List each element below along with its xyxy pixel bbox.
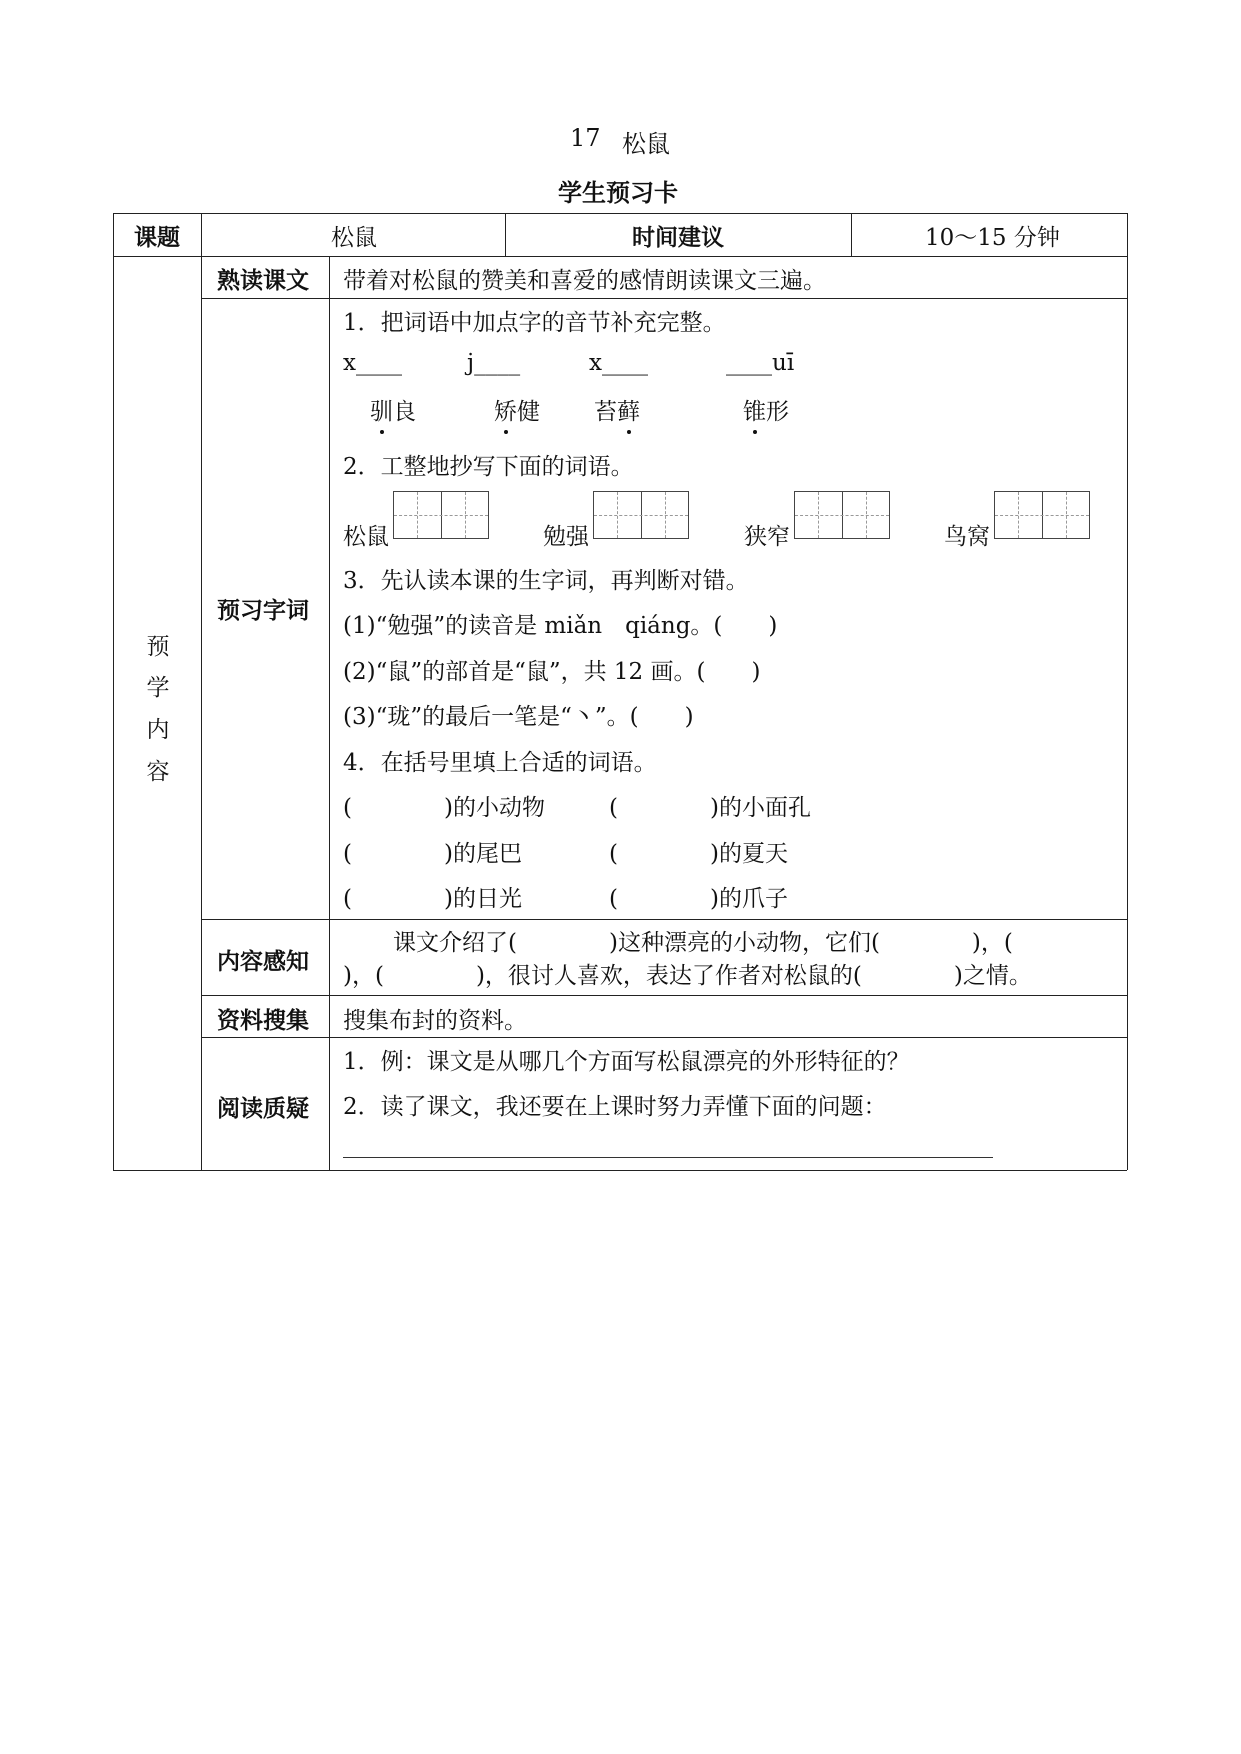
section-label-char: 预 bbox=[146, 634, 170, 660]
dotted-word: 驯良 bbox=[370, 393, 416, 426]
writing-grid[interactable] bbox=[393, 491, 489, 539]
fill-item: ( )的小面孔 bbox=[609, 795, 811, 821]
q4-prompt: 4．在括号里填上合适的词语。 bbox=[343, 750, 657, 776]
pinyin-blank: ____uī bbox=[726, 350, 795, 376]
material-text: 搜集布封的资料。 bbox=[343, 1008, 527, 1034]
copy-word: 勉强 bbox=[543, 524, 589, 550]
question-item: 1．例：课文是从哪几个方面写松鼠漂亮的外形特征的？ bbox=[343, 1049, 910, 1075]
dotted-word: 苔藓 bbox=[594, 393, 640, 426]
answer-line[interactable] bbox=[343, 1157, 993, 1158]
fill-item: ( )的爪子 bbox=[609, 886, 788, 912]
writing-grid[interactable] bbox=[994, 491, 1090, 539]
content-line: 课文介绍了( )这种漂亮的小动物，它们( )，( bbox=[370, 930, 1013, 956]
fill-item: ( )的夏天 bbox=[609, 841, 788, 867]
section-label-char: 容 bbox=[146, 759, 170, 785]
judge-item: (1)“勉强”的读音是 miǎn qiáng。( ) bbox=[343, 613, 778, 639]
subject-value: 松鼠 bbox=[331, 225, 377, 251]
content-line: )，( )，很讨人喜欢，表达了作者对松鼠的( )之情。 bbox=[343, 963, 1032, 989]
content-label: 内容感知 bbox=[217, 949, 309, 975]
question-item: 2．读了课文，我还要在上课时努力弄懂下面的问题： bbox=[343, 1094, 887, 1120]
read-text: 带着对松鼠的赞美和喜爱的感情朗读课文三遍。 bbox=[343, 268, 826, 294]
writing-grid[interactable] bbox=[593, 491, 689, 539]
time-label: 时间建议 bbox=[632, 225, 724, 251]
q3-prompt: 3．先认读本课的生字词，再判断对错。 bbox=[343, 568, 749, 594]
judge-item: (3)“珑”的最后一笔是“丶”。( ) bbox=[343, 704, 694, 730]
pinyin-blank: x____ bbox=[343, 350, 402, 376]
section-label-char: 内 bbox=[146, 717, 170, 743]
time-value: 10～15 分钟 bbox=[925, 225, 1060, 251]
q2-prompt: 2．工整地抄写下面的词语。 bbox=[343, 454, 634, 480]
section-label-char: 学 bbox=[146, 675, 170, 701]
lesson-number: 17 bbox=[570, 124, 601, 152]
question-label: 阅读质疑 bbox=[217, 1096, 309, 1122]
q1-prompt: 1．把词语中加点字的音节补充完整。 bbox=[343, 310, 726, 336]
fill-item: ( )的日光 bbox=[343, 886, 522, 912]
writing-grid[interactable] bbox=[794, 491, 890, 539]
judge-item: (2)“鼠”的部首是“鼠”，共 12 画。( ) bbox=[343, 659, 761, 685]
pinyin-blank: x____ bbox=[589, 350, 648, 376]
material-label: 资料搜集 bbox=[217, 1008, 309, 1034]
dotted-word: 锥形 bbox=[743, 393, 789, 426]
fill-item: ( )的小动物 bbox=[343, 795, 545, 821]
subject-label: 课题 bbox=[134, 225, 180, 251]
dotted-word: 矫健 bbox=[494, 393, 540, 426]
card-title: 学生预习卡 bbox=[558, 179, 678, 207]
copy-word: 狭窄 bbox=[744, 524, 790, 550]
copy-word: 鸟窝 bbox=[944, 524, 990, 550]
copy-word: 松鼠 bbox=[343, 524, 389, 550]
pinyin-blank: j____ bbox=[467, 350, 521, 376]
preview-label: 预习字词 bbox=[217, 598, 309, 624]
fill-item: ( )的尾巴 bbox=[343, 841, 522, 867]
lesson-title: 松鼠 bbox=[622, 130, 670, 158]
read-label: 熟读课文 bbox=[217, 268, 309, 294]
